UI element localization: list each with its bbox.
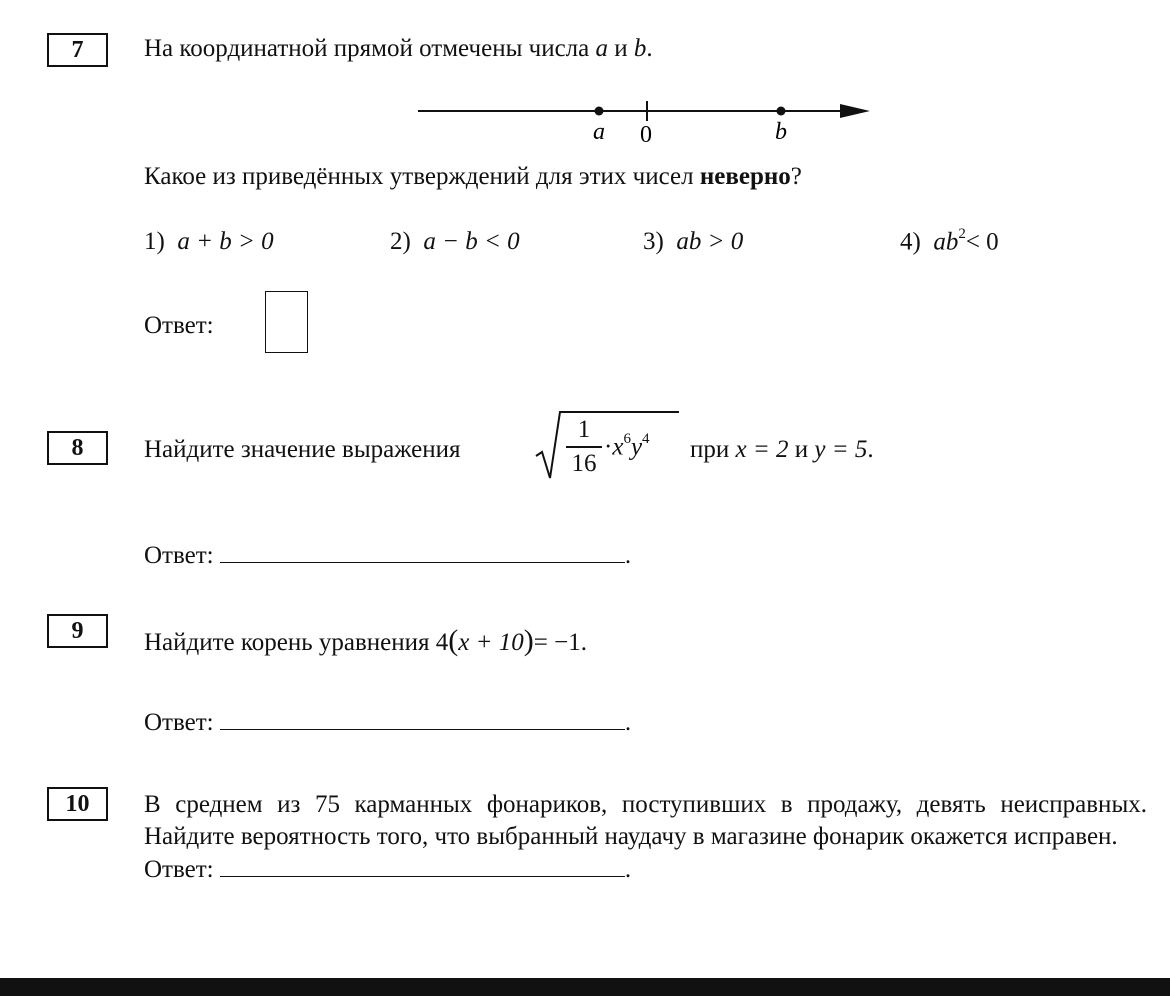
task-9-prompt: Найдите корень уравнения <box>144 629 430 656</box>
point-a <box>595 107 604 116</box>
period: . <box>646 35 653 62</box>
option-expression-rest: < 0 <box>965 228 999 256</box>
task-number: 10 <box>65 790 90 817</box>
task-10-answer <box>144 850 631 884</box>
task-7-question <box>144 163 802 191</box>
x-variable: x <box>612 433 624 461</box>
task-9-statement: Найдите корень уравнения 4(x + 10)= −1. <box>144 624 587 657</box>
label-a: a <box>593 119 605 145</box>
task-number: 9 <box>71 617 84 644</box>
question-mark: ? <box>790 163 802 190</box>
question-bold-word: неверно <box>699 163 791 190</box>
answer-line[interactable] <box>220 703 625 730</box>
number-line <box>410 95 880 155</box>
task-number-badge <box>47 431 108 465</box>
label-zero: 0 <box>640 122 652 148</box>
task-8-answer <box>144 536 631 570</box>
sqrt-expression <box>534 404 684 484</box>
period: . <box>867 436 874 463</box>
condition-x: x = 2 <box>735 436 789 463</box>
option-4 <box>900 228 999 256</box>
task-8-prompt: Найдите значение выражения <box>144 436 461 463</box>
number-line-arrow-icon <box>840 104 870 118</box>
option-exponent: 2 <box>958 226 966 242</box>
answer-box[interactable] <box>265 291 308 353</box>
option-expression: ab > 0 <box>676 228 744 255</box>
condition-y: y = 5 <box>814 436 868 463</box>
task-number-badge <box>47 787 108 821</box>
x-exponent: 6 <box>623 431 631 447</box>
option-number: 1) <box>144 228 165 255</box>
conjunction: и <box>614 35 628 62</box>
variable-a: a <box>595 35 608 62</box>
conjunction: и <box>794 436 809 463</box>
option-3 <box>643 228 743 256</box>
task-7-intro-text: На координатной прямой отмечены числа <box>144 35 590 62</box>
task-8-condition <box>690 436 874 464</box>
variable-b: b <box>633 35 647 62</box>
task-9-answer <box>144 703 631 737</box>
condition-prefix: при <box>690 436 730 463</box>
task-number: 8 <box>71 434 84 461</box>
task-7-statement <box>144 35 653 63</box>
option-number: 4) <box>900 228 921 256</box>
task-number-badge <box>47 33 108 67</box>
answer-line[interactable] <box>220 536 625 563</box>
answer-label: Ответ: <box>144 542 214 569</box>
task-number-badge <box>47 614 108 648</box>
period: . <box>624 856 632 883</box>
option-expression: a + b > 0 <box>177 228 274 255</box>
task-number: 7 <box>71 36 84 63</box>
task-10-text: В среднем из 75 карманных фонариков, поступивших в продажу, девять неисправных. Найдите вероятность того, что выбранный наудачу в магазине фонарик окажется исправен. <box>144 791 1147 850</box>
option-expression-base: ab <box>933 228 959 256</box>
period: . <box>624 709 632 736</box>
question-text: Какое из приведённых утверждений для этих чисел <box>144 163 694 190</box>
equation-rhs: = −1 <box>533 629 581 656</box>
option-expression: a − b < 0 <box>423 228 520 255</box>
label-b: b <box>775 119 787 145</box>
equation-inner: x + 10 <box>458 629 524 656</box>
option-number: 2) <box>390 228 411 255</box>
y-variable: y <box>630 433 643 461</box>
x-y-powers <box>604 433 650 461</box>
option-2 <box>390 228 520 256</box>
option-1 <box>144 228 274 256</box>
answer-label: Ответ: <box>144 312 214 339</box>
fraction-denominator: 16 <box>571 450 597 477</box>
multiply-dot: · <box>604 433 613 461</box>
period: . <box>580 629 587 656</box>
answer-label: Ответ: <box>144 709 214 736</box>
answer-label: Ответ: <box>144 856 214 883</box>
answer-line[interactable] <box>220 850 625 877</box>
page-bottom-rule <box>0 978 1170 996</box>
y-exponent: 4 <box>642 431 650 447</box>
point-b <box>777 107 786 116</box>
fraction-numerator: 1 <box>577 416 591 443</box>
fraction-bar <box>566 446 602 448</box>
option-number: 3) <box>643 228 664 255</box>
equation-coefficient: 4 <box>435 629 449 656</box>
period: . <box>624 542 632 569</box>
